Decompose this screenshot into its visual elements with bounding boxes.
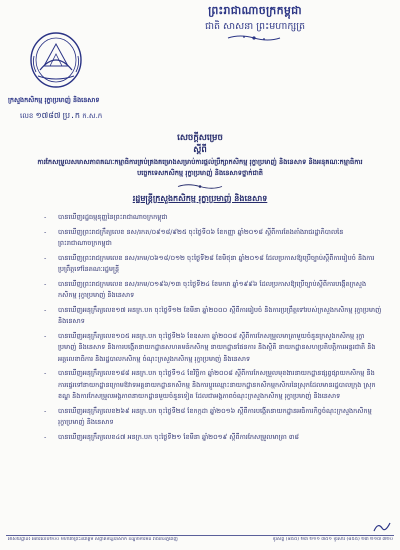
ministry-emblem-icon xyxy=(28,30,84,90)
bullet-icon: - xyxy=(44,432,47,441)
considerations-list xyxy=(44,212,382,443)
national-motto: ជាតិ សាសនា ព្រះមហាក្សត្រ xyxy=(204,21,306,32)
signature-mark-icon xyxy=(372,520,392,534)
list-item xyxy=(44,432,382,444)
ornament-divider-icon xyxy=(226,34,282,42)
ref-suffix: ក.ស.ក xyxy=(82,112,103,120)
list-item xyxy=(44,368,382,403)
ref-number: ១៧៨៧ xyxy=(35,111,61,120)
reference-number xyxy=(20,110,160,122)
ref-prefix: លេខ xyxy=(20,112,34,120)
list-item xyxy=(44,279,382,302)
clause-text: បានឃើញអនុក្រឹត្យលេខ៤៧ អនក្រ.បក ចុះថ្ងៃទី២១ ខែមីនា ឆ្នាំ២០១៩ ស្តីពីការកែសម្រួលមាត្រា ៣៨ xyxy=(58,432,300,441)
issuing-authority: រដ្ឋមន្ត្រីក្រសួងកសិកម្ម រុក្ខាប្រមាញ់ និងនេសាទ xyxy=(132,194,268,203)
list-item xyxy=(44,305,382,328)
bullet-icon: - xyxy=(44,227,47,236)
ref-code: ប្រ.ក xyxy=(62,111,81,120)
list-item xyxy=(44,406,382,429)
clause-text: បានឃើញរដ្ឋធម្មនុញ្ញនៃព្រះរាជាណាចក្រកម្ពុជា xyxy=(58,213,168,221)
footer-divider xyxy=(6,535,394,536)
clause-text: បានឃើញអនុក្រឹត្យលេខ១៨៨ អនក្រ.បក ចុះថ្ងៃទី១៤ ខែវិច្ឆិកា ឆ្នាំ២០០៨ ស្តីពីការកែសម្រួលមុខងារនាយកដ្ឋានផ្សព្វផ្សាយកសិកម្ម និងការផ្ទេរទៅនាយកដ្ឋានក្រោមឱវាទអគ្គនាយកដ្ឋានកសិកម្ម និងការប្តូរឈ្មោះនាយកដ្ឋានកសិកម្មកសិករនៃស្រុកដែលមានរដ្ឋបាលក្រុង ស្រុក ខណ្ឌ និងការកែសម្រួលអង្គភាពនាយកដ្ឋានមួយចំនួនទៀត ដែលជាអង្គភាពចំណុះក្រសួងកសិកម្ម រុក្ខាប្រមាញ់ និងនេសាទ xyxy=(58,369,376,400)
list-item xyxy=(44,227,382,250)
bullet-icon: - xyxy=(44,369,47,377)
bullet-icon: - xyxy=(44,406,47,415)
kingdom-heading: ព្រះរាជាណាចក្រកម្ពុជា xyxy=(208,4,302,17)
bullet-icon: - xyxy=(44,279,47,288)
ornament-divider-icon xyxy=(176,183,224,190)
clause-text: បានឃើញព្រះរាជក្រមលេខ នស/រកម/០៦១៨/០១២ ចុះថ្ងៃទី២៨ ខែមិថុនា ឆ្នាំ២០១៨ ដែលប្រកាសឱ្យប្រើច្បាប់ស្តីពីការរៀបចំ និងការប្រព្រឹត្តទៅនៃគណៈរដ្ឋមន្ត្រី xyxy=(58,253,375,273)
bullet-icon: - xyxy=(44,331,47,340)
document-subject: ការកែសម្រួលសមាសភាពគណៈកម្មាធិការគ្រប់គ្រងគម្រោងសម្រាប់ការផ្តល់ប្រឹក្សាកសិកម្ម រុក្ខាប្រមាញ់ និងនេសាទ និងអនុគណៈកម្មាធិការបច្ចេកទេសកសិកម្ម រុក្ខាប្រមាញ់ និងនេសាទថ្នាក់ជាតិ xyxy=(37,158,363,177)
list-item xyxy=(44,253,382,276)
list-item xyxy=(44,331,382,366)
bullet-icon: - xyxy=(44,305,47,314)
clause-text: បានឃើញព្រះរាជក្រមលេខ នស/រកម/០១៩៦/១៣ ចុះថ្ងៃទី២៤ ខែមករា ឆ្នាំ១៩៩៦ ដែលប្រកាសឱ្យប្រើច្បាប់ស្តីពីការបង្កើតក្រសួងកសិកម្ម រុក្ខាប្រមាញ់ និងនេសាទ xyxy=(58,279,367,299)
clause-text: បានឃើញអនុក្រឹត្យលេខ២៦៩ អនក្រ.បក ចុះថ្ងៃទី២៨ ខែកក្កដា ឆ្នាំ២០១៦ ស្តីពីការបង្កើតនាយកដ្ឋានអធិការកិច្ចចំណុះក្រសួងកសិកម្ម រុក្ខាប្រមាញ់ និងនេសាទ xyxy=(58,406,372,426)
clause-text: បានឃើញអនុក្រឹត្យលេខ១៧ អនក្រ.បក ចុះថ្ងៃទី១២ ខែមីនា ឆ្នាំ២០០០ ស្តីពីការរៀបចំ និងការប្រព្រឹត្តទៅរបស់ក្រសួងកសិកម្ម រុក្ខាប្រមាញ់ និងនេសាទ xyxy=(58,305,382,325)
clause-text: បានឃើញព្រះរាជក្រឹត្យលេខ នស/រកត/០៩១៨/៩២៥ ចុះថ្ងៃទី០៦ ខែកញ្ញា ឆ្នាំ២០១៨ ស្តីពីការតែងតាំងរាជរដ្ឋាភិបាលនៃព្រះរាជាណាចក្រកម្ពុជា xyxy=(58,227,344,247)
bullet-icon: - xyxy=(44,253,47,262)
footer-contact: ទូរស័ព្ទ (៨៥៥) ២៣ ២១១ ៣៥១ ទូរសារ (៨៥៥) ២៣ ២១៧ ៣២០ xyxy=(272,537,393,542)
footer-address: អាសយដ្ឋាន៖ អគារលេខ២០០ មហាវិថីព្រះនរោត្តម សង្កាត់ទន្លេបាសាក់ ខណ្ឌចំការមន រាជធានីភ្នំពេញ xyxy=(8,537,178,542)
list-item xyxy=(44,212,382,224)
document-title: សេចក្តីសម្រេច xyxy=(177,133,223,143)
document-title-about: ស្តីពី xyxy=(193,145,207,155)
clause-text: បានឃើញអនុក្រឹត្យលេខ១០៥ អនក្រ.បក ចុះថ្ងៃទី២៦ ខែឧសភា ឆ្នាំ២០០៨ ស្តីពីការកែសម្រួលមាត្រាមួយចំនួនក្រសួងកសិកម្ម រុក្ខាប្រមាញ់ និងនេសាទ និងការបង្កើតនាយកដ្ឋានសហគមន៍កសិកម្ម នាយកដ្ឋានផែនការ និងស្ថិតិ នាយកដ្ឋានសហប្រតិបត្តិការអន្តរជាតិ និងអគ្គលេខាធិការ និងរដ្ឋបាលកសិកម្ម ចំណុះក្រសួងកសិកម្ម រុក្ខាប្រមាញ់ និងនេសាទ xyxy=(58,331,376,363)
bullet-icon: - xyxy=(44,213,47,221)
ministry-name: ក្រសួងកសិកម្ម រុក្ខាប្រមាញ់ និងនេសាទ xyxy=(8,96,100,104)
